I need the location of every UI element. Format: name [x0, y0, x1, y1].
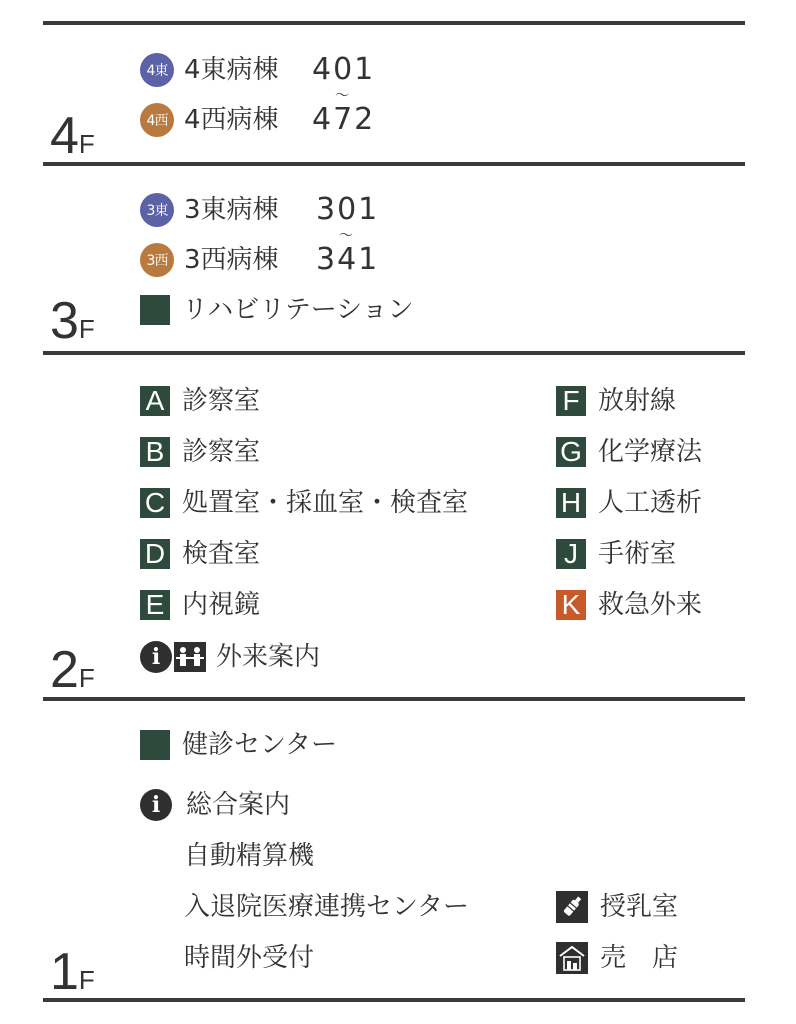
floor-suffix: F [78, 965, 95, 995]
floor-label-3f [50, 292, 95, 355]
letter-marker: E [140, 590, 170, 620]
letter-marker: A [140, 386, 170, 416]
ward-badge-4-west: 4西 [140, 103, 174, 137]
reception-people-icon [174, 642, 206, 672]
room-range-start: 401 [312, 52, 376, 87]
room-range-end: 472 [312, 102, 376, 137]
ward-badge-3-east: 3東 [140, 193, 174, 227]
checkup-label: 健診センター [182, 730, 337, 760]
general-info[interactable] [140, 787, 290, 823]
floor-label-2f [50, 641, 95, 704]
floor-number: 3 [50, 292, 77, 350]
letter-marker: C [140, 488, 170, 518]
dept-e[interactable] [140, 587, 260, 623]
baby-bottle-icon [556, 891, 588, 923]
list-item[interactable] [184, 889, 469, 925]
nursing-room-label: 授乳室 [600, 892, 679, 922]
ward-label: 4西病棟 [184, 105, 279, 135]
dept-label: 放射線 [598, 386, 677, 416]
rehab-label: リハビリテーション [182, 295, 414, 325]
floor-number: 4 [50, 107, 77, 165]
ward-4-east[interactable] [140, 52, 279, 88]
floor-divider-2-1 [43, 697, 745, 701]
dept-label: 検査室 [182, 539, 261, 569]
ward-label: 4東病棟 [184, 55, 279, 85]
dept-k[interactable] [556, 587, 702, 623]
dept-label: 診察室 [182, 437, 261, 467]
dept-h[interactable] [556, 485, 702, 521]
dept-d[interactable] [140, 536, 260, 572]
room-range-mark: 〜 [335, 88, 349, 104]
info-icon: i [140, 641, 172, 673]
dept-f[interactable] [556, 383, 676, 419]
floor-number: 1 [50, 943, 77, 1001]
room-range-mark: 〜 [339, 228, 353, 244]
letter-marker: D [140, 539, 170, 569]
outpatient-info[interactable] [140, 639, 320, 675]
floor-divider-3-2 [43, 351, 745, 355]
ward-3-west[interactable] [140, 242, 279, 278]
dept-label: 化学療法 [598, 437, 703, 467]
outpatient-info-label: 外来案内 [216, 642, 321, 672]
ward-4-west[interactable] [140, 102, 279, 138]
checkup-center[interactable] [140, 727, 337, 763]
floor-suffix: F [78, 314, 95, 344]
letter-marker: B [140, 437, 170, 467]
dept-g[interactable] [556, 434, 702, 470]
reception-icon-group [140, 641, 206, 673]
list-item[interactable] [184, 940, 314, 976]
letter-marker: K [556, 590, 586, 620]
green-square-marker [140, 295, 170, 325]
shop-label: 売 店 [600, 943, 679, 973]
letter-marker: G [556, 437, 586, 467]
ward-label: 3東病棟 [184, 195, 279, 225]
list-item[interactable] [184, 838, 314, 874]
floor-number: 2 [50, 641, 77, 699]
nursing-room[interactable] [556, 889, 678, 925]
admission-center-label: 入退院医療連携センター [184, 892, 469, 922]
dept-b[interactable] [140, 434, 260, 470]
floor-suffix: F [78, 129, 95, 159]
rehab-item[interactable] [140, 292, 414, 328]
floor-divider-4-3 [43, 162, 745, 166]
floor-label-4f [50, 107, 95, 170]
room-range-start: 301 [316, 192, 380, 227]
floor-divider-top [43, 21, 745, 25]
floor-label-1f [50, 943, 95, 1006]
letter-marker: J [556, 539, 586, 569]
green-square-marker [140, 730, 170, 760]
dept-label: 内視鏡 [182, 590, 261, 620]
after-hours-label: 時間外受付 [184, 943, 315, 973]
letter-marker: F [556, 386, 586, 416]
ward-badge-4-east: 4東 [140, 53, 174, 87]
dept-label: 救急外来 [598, 590, 703, 620]
dept-a[interactable] [140, 383, 260, 419]
ward-3-east[interactable] [140, 192, 279, 228]
room-range-end: 341 [316, 242, 380, 277]
dept-label: 手術室 [598, 539, 677, 569]
dept-label: 診察室 [182, 386, 261, 416]
info-icon: i [140, 789, 172, 821]
dept-label: 処置室・採血室・検査室 [182, 488, 469, 518]
dept-label: 人工透析 [598, 488, 703, 518]
shop[interactable] [556, 940, 678, 976]
floor-divider-bottom [43, 998, 745, 1002]
dept-j[interactable] [556, 536, 676, 572]
ward-label: 3西病棟 [184, 245, 279, 275]
ward-badge-3-west: 3西 [140, 243, 174, 277]
payment-machine-label: 自動精算機 [184, 841, 315, 871]
dept-c[interactable] [140, 485, 468, 521]
general-info-label: 総合案内 [186, 790, 291, 820]
floor-suffix: F [78, 663, 95, 693]
shop-icon [556, 942, 588, 974]
letter-marker: H [556, 488, 586, 518]
